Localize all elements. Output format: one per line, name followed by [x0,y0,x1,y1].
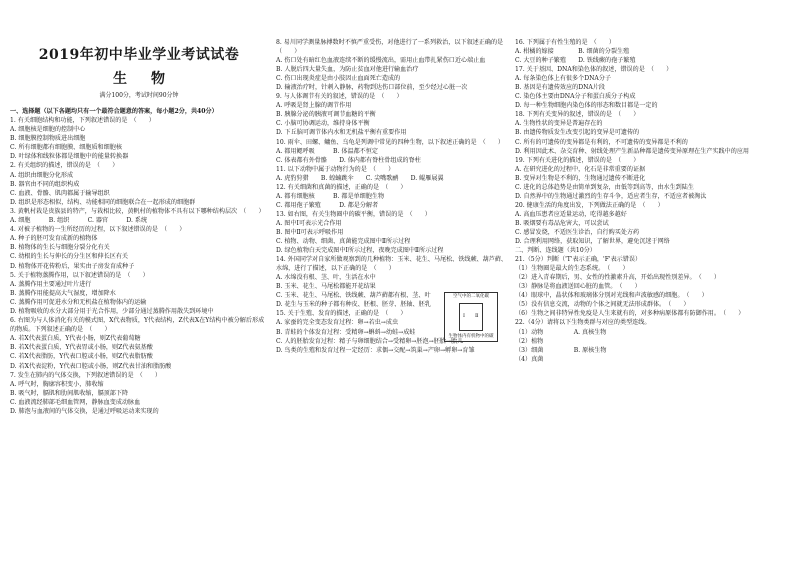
question-line: （2）植物 [515,337,544,345]
question-line: 21.（5分）判断（'T'表示正确，'F'表示错误） [515,256,642,264]
question-line: C. 人的胚胎发育过程：精子与卵细胞结合→受精卵→胚泡→胚胎→胎儿 [276,337,464,345]
question-line: D. 花生与玉米的种子都有种皮、胚根、胚芽、胚轴、胚乳 [276,301,431,309]
question-line: D. 自然界中的生物通过激烈的生存斗争，适应者生存，不适应者被淘汰 [515,192,707,200]
exam-title: 2019年初中毕业学业考试试卷 [38,47,240,63]
question-line: （4）真菌 [515,355,544,363]
question-line: C. 若X代表脂肪，Y代表口腔或小肠，则Z代表脂肪酸 [10,353,153,361]
question-line: （1）动物 A. 真核生物 [515,328,607,336]
question-line: B. 胰腺分泌的胰液可调节血糖的平衡 [276,111,376,119]
question-line: 二、判断、连线题（共10分） [515,247,596,255]
question-line: 17. 关于基因、DNA和染色体的叙述，错误的是 （ ） [515,66,673,74]
question-line: A. 细胞核是细胞的控制中心 [10,126,86,134]
question-line: C. 血液、骨骼、肌肉都属于输导组织 [10,189,110,197]
question-line: D. 合理利用网络，获取知识，了解世界，避免沉迷于网络 [515,238,670,246]
question-line: A. 都有细胞核 B. 都是单细胞生物 [276,192,385,200]
question-line: C. 玉米、花生、马尾松、铁线蕨、葫芦藓都有根、茎、叶 [276,292,431,300]
question-line: 6. 右图为与人体消化有关的模式图，X代表物质，Y代表结构，Z代表X在Y结构中被分解后形成的物质。下列叙述正确的是 （ ） [10,317,265,334]
question-line: A. 若X代表蛋白质，Y代表小肠，则Z代表葡萄糖 [10,335,141,343]
question-line: C. 染色体主要由DNA分子和蛋白质分子构成 [515,93,636,101]
question-line: B. 若X代表蛋白质，Y代表胃或小肠，则Z代表氨基酸 [10,344,153,352]
left-column [10,0,268,416]
question-line: C. 血液流经肺部毛细血管网，静脉血变成动脉血 [10,398,141,406]
question-line: A. 生物性状的变异是普遍存在的 [515,120,603,128]
question-line: 15. 关于生殖、发育的描述，正确的是 （ ） [276,310,407,318]
question-line: D. 利用因此术、杂交育种、射线处理产生新品种都是遗传变异原理在生产实践中的应用 [515,147,750,155]
question-line: D. 组织是形态相似，结构、功能相同的细胞联合在一起形成的细胞群 [10,198,196,206]
section-heading-1: 一、选择题（以下各题均只有一个最符合题意的答案，每小题2分，共40分） [10,108,218,115]
carbon-cycle-diagram [444,292,498,342]
question-line: A. 伤口处有暗红色血液连续不断的缓慢流出，需用止血带扎紧伤口近心端止血 [276,57,486,65]
question-line: 12. 有关细菌和真菌的描述，正确的是 （ ） [276,183,407,191]
question-line: 13. 如右图，有关生物圈中的碳平衡，错误的是 （ ） [276,210,431,218]
question-line: B. 吸烟要有毒品危害大，可以尝试 [515,219,609,227]
diagram-top-label: 空气中的二氧化碳 [453,294,489,299]
question-line: 22.（4分）请将以下生物类群与对应的类型连线。 [515,319,651,327]
question-line: B. 由遗传物质发生改变引起的变异是可遗传的 [515,129,640,137]
question-line: B. 图中Ⅱ可表示呼吸作用 [276,228,344,236]
question-line: （1）生物圈是最大的生态系统。 （ ） [515,265,629,273]
question-line: A. 高血压患者应适量运动，吃得越多越好 [515,210,627,218]
question-line: 4. 对被子植物的一生所经历的过程，以下叙述错误的是 （ ） [10,226,186,234]
question-line: A. 呼气时，胸廓容积变小，肺收缩 [10,380,104,388]
question-line: A. 细胞 B. 组织 C. 器官 D. 系统 [10,217,148,225]
question-line: B. 基因是有遗传效应的DNA片段 [515,84,606,92]
question-line: A. 在研究进化的过程中，化石是非常重要的证据 [515,165,646,173]
score-line: 满分100分，考试时间90分钟 [99,92,179,99]
question-line: 8. 易川同学测量脉搏数时不慎严重受伤，对他进行了一系列救治，以下叙述正确的是 （ ） [276,39,510,56]
question-line: 2. 有关组织的描述，错误的是 （ ） [10,162,119,170]
question-line: A. 每条染色体上有很多个DNA分子 [515,75,612,83]
question-line: A. 图中Ⅰ可表示光合作用 [276,219,342,227]
question-line: D. 植物吸收的水分大部分用于光合作用，少部分通过蒸腾作用散失到环境中 [10,307,214,315]
question-list-3 [515,38,783,364]
question-line: D. 下丘脑可调节体内水和无机盐平衡有重要作用 [276,129,407,137]
question-line: A. 都用鳃呼吸 B. 体温都不恒定 [276,147,378,155]
question-line: D. 若X代表淀粉，Y代表口腔或小肠，则Z代表甘油和脂肪酸 [10,362,172,370]
diagram-label-i: Ⅰ [463,313,465,319]
question-line: 16. 下列属于有性生殖的是 （ ） [515,39,615,46]
question-line: A. 种子的胚可发育成新的植物体 [10,235,98,243]
question-line: D. 植物体开花传粉后，果实由子房发育成种子 [10,262,135,270]
question-line: B. 青蛙的个体发育过程：受精卵→蝌蚪→幼蛙→成蛙 [276,328,416,336]
question-line: （2）进入青春期后，男、女性的性激素升高，开始出现性别差异。 （ ） [515,274,720,282]
question-line: 9. 与人体调节有关的叙述，错误的是 （ ） [276,93,403,101]
question-line: A. 组织由细胞分化形成 [10,171,74,179]
question-line: 19. 下列有关进化的描述，错误的是 （ ） [515,156,640,164]
question-line: （3）细菌 B. 原核生物 [515,346,607,354]
question-line: 1. 有关细胞结构和功能，下列叙述错误的是 （ ） [10,117,155,124]
question-line: B. 细胞膜控制物质进出细胞 [10,135,86,143]
question-line: D. 输液治疗时，针刺入静脉，药物到达伤口部位前，至少经过心脏一次 [276,84,468,92]
question-line: B. 植物体的生长与细胞分裂分化有关 [10,244,110,252]
question-line: C. 幼根的生长与伸长的分生区和伸长区有关 [10,253,129,261]
question-line: C. 都用孢子繁殖 D. 都是分解者 [276,201,379,209]
question-line: C. 进化的总体趋势是由简单到复杂，由低等到高等，由水生到陆生 [515,183,694,191]
question-line: （4）眼球中，晶状体和玻璃体分别对光线和声波敏感的细胞。 （ ） [515,292,708,300]
question-line: 14. 外国同学对自家所做观察到的几种植物：玉米、花生、马尾松、铁线蕨、葫芦藓、水绵，进行了描述，以下正确的是 （ ） [276,256,508,273]
question-line: 11. 以下动物中属于动物行为的是 （ ） [276,165,395,173]
question-list-1 [10,116,268,416]
question-line: （5）没有信息交流，动物的个体之间就无法形成群体。 （ ） [515,301,690,309]
question-line: 5. 关于植物蒸腾作用，以下叙述错误的是 （ ） [10,271,149,279]
question-line: B. 器官由不同的组织构成 [10,180,80,188]
question-line: A. 虎豹狩猎 B. 蝗蝻跳伞 C. 尖嘴歌鹂 D. 鲲雁展翼 [276,174,444,182]
question-line: C. 所有的可遗传的变异都是有利的，不可遗传的变异都是不利的 [515,138,688,146]
question-line: A. 呼吸是肾上腺的调节作用 [276,102,352,110]
exam-header [10,44,268,99]
question-line: D. 每一种生物细胞内染色体的形态和数目都是一定的 [515,102,658,110]
question-line: C. 小脑可协调运动，维持身体平衡 [276,120,370,128]
question-line: C. 植物、动物、细菌、真菌能完成图中Ⅱ所示过程 [276,238,411,246]
question-line: 3. 黄帆村栽是贵族县的特产，与栽相比较，黄帆村的植物体不具有以下哪种结构层次 （ ） [10,207,265,215]
question-line: B. 人脱后四大量失血，为防止贫血对他进行输血治疗 [276,66,419,74]
question-line: D. 叶绿体和线粒体都是细胞中的能量转换器 [10,153,129,161]
question-line: （6）生物之间非特异性免疫是人生来就有的，对多种病原体都有防御作用。 （ ） [515,310,745,318]
question-line: C. 感冒发烧，不适医生诊治，自行购买处方药 [515,228,640,236]
question-line: B. 玉米、花生、马尾松都能开花结果 [276,283,376,291]
question-line: C. 伤口出现炎症是由小肢因止血面死亡造成的 [276,75,401,83]
question-line: D. 肺泡与血液间的气体交换，是通过呼吸运动来实现的 [10,408,159,415]
question-line: （3）静脉是将血液送回心脏的血管。 （ ） [515,283,641,291]
question-line: B. 变异对生物是不利的，生物通过遗传不断进化 [515,174,646,182]
question-line: D. 鸟类的生殖和发育过程一定经历：求偶→交配→筑巢→产卵→孵卵→育雏 [276,346,475,354]
question-line: 20. 健康生活的角度出发，下列做法正确的是 （ ） [515,201,664,209]
question-line: C. 体表都有外骨骼 D. 体内都有脊柱骨组成的脊柱 [276,156,421,164]
question-line: 18. 下列有关变异的叙述，错误的是 （ ） [515,111,640,119]
question-line: C. 所有细胞都有细胞膜、细胞质和细胞核 [10,144,122,152]
question-line: A. 柑橘的嫁接 B. 细菌的分裂生殖 [515,48,630,56]
question-line: A. 水绵没有根、茎、叶，生活在水中 [276,274,376,282]
question-line: 7. 发生在肺内的气体交换，下列叙述错误的是 （ ） [10,371,161,379]
diagram-bottom-label: 生物体内有机物中的碳 [448,334,494,339]
question-line: C. 大豆的种子繁殖 D. 铁线蕨的孢子繁殖 [515,57,636,65]
diagram-label-ii: Ⅱ [475,313,479,319]
exam-subject: 生物 [113,71,189,87]
question-line: B. 蒸腾作用能提高大气湿度，增加降水 [10,289,116,297]
right-column [515,38,783,364]
question-line: A. 家蚕的完全变态发育过程：卵→若虫→成虫 [276,319,399,327]
question-line: A. 蒸腾作用主要通过叶片进行 [10,280,92,288]
question-line: D. 绿色植物白天完成图中Ⅰ所示过程，夜晚完成图中Ⅱ所示过程 [276,247,444,255]
question-line: 10. 雨伞、田螺、鳙鱼、乌龟是列调中常见的四种生物，以下叙述正确的是 （ ） [276,138,504,146]
question-line: B. 吸气时，膈肌和肋间肌收缩，膈顶部下降 [10,389,129,397]
question-line: C. 蒸腾作用可促进水分和无机盐在植物体内的运输 [10,298,147,306]
